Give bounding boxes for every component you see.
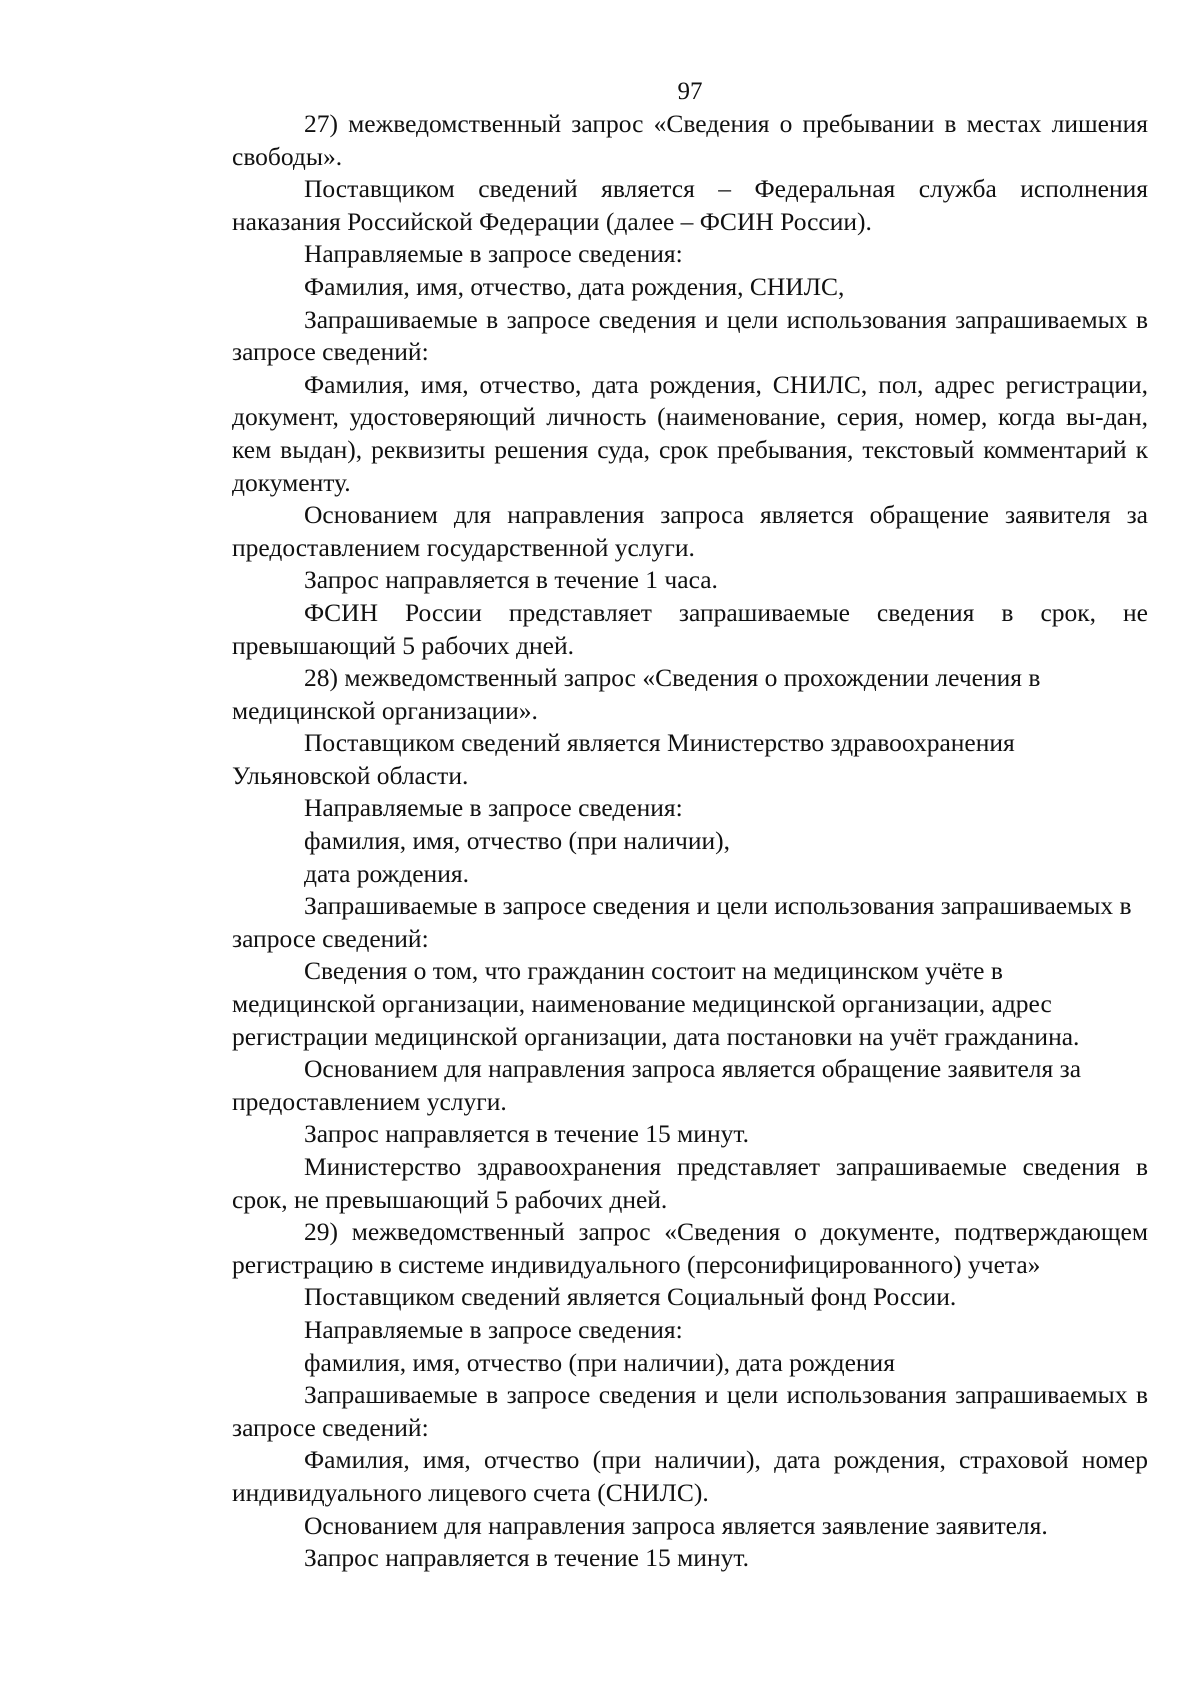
paragraph-timing: Запрос направляется в течение 15 минут.	[304, 1543, 749, 1573]
document-page	[232, 78, 1148, 1575]
paragraph-sent-data: фамилия, имя, отчество (при наличии),	[304, 826, 730, 856]
paragraph-response-term: ФСИН России представляет запрашиваемые сведения в срок, не превышающий 5 рабочих дней.	[232, 597, 1148, 660]
paragraph-requested-data-heading: Запрашиваемые в запросе сведения и цели использования запрашиваемых в запросе сведений:	[232, 304, 1148, 367]
paragraph-basis: Основанием для направления запроса является обращение заявителя за предоставлением услуги.	[232, 1054, 1082, 1116]
paragraph-provider: Поставщиком сведений является – Федеральная служба исполнения наказания Российской Федерации (далее – ФСИН России).	[232, 174, 1148, 236]
paragraph-basis: Основанием для направления запроса является обращение заявителя за предоставлением государственной услуги.	[232, 500, 1148, 562]
paragraph-sent-data-heading: Направляемые в запросе сведения:	[304, 793, 683, 823]
paragraph-provider: Поставщиком сведений является Социальный фонд России.	[304, 1282, 957, 1312]
paragraph-sent-data: дата рождения.	[304, 858, 469, 888]
paragraph-requested-data-heading: Запрашиваемые в запросе сведения и цели использования запрашиваемых в запросе сведений:	[232, 891, 1132, 953]
paragraph-timing: Запрос направляется в течение 1 часа.	[304, 565, 718, 595]
paragraph-sent-data: фамилия, имя, отчество (при наличии), дата рождения	[304, 1347, 895, 1377]
page-number: 97	[677, 78, 703, 105]
document-body	[232, 108, 1148, 1575]
paragraph-requested-data: Сведения о том, что гражданин состоит на медицинском учёте в медицинской организации, наименование медицинской организации, адрес регистрации медицинской организации, дата постановки на учёт гражданина.	[232, 956, 1080, 1051]
paragraph-requested-data: Фамилия, имя, отчество (при наличии), дата рождения, страховой номер индивидуального лицевого счета (СНИЛС).	[232, 1445, 1148, 1507]
paragraph-sent-data-heading: Направляемые в запросе сведения:	[304, 239, 683, 269]
paragraph-provider: Поставщиком сведений является Министерство здравоохранения Ульяновской области.	[232, 728, 1015, 790]
paragraph-item-27-title: 27) межведомственный запрос «Сведения о пребывании в местах лишения свободы».	[232, 109, 1148, 171]
paragraph-basis: Основанием для направления запроса является заявление заявителя.	[304, 1510, 1048, 1540]
paragraph-requested-data-heading: Запрашиваемые в запросе сведения и цели использования запрашиваемых в запросе сведений:	[232, 1380, 1148, 1442]
paragraph-sent-data: Фамилия, имя, отчество, дата рождения, СНИЛС,	[304, 271, 845, 301]
paragraph-response-term: Министерство здравоохранения представляет запрашиваемые сведения в срок, не превышающий 5 рабочих дней.	[232, 1152, 1148, 1214]
paragraph-requested-data: Фамилия, имя, отчество, дата рождения, СНИЛС, пол, адрес регистрации, документ, удостоверяющий личность (наименование, серия, номер, когда вы-дан, кем выдан), реквизиты решения суда, срок пребывания, текстовый комментарий к документу.	[232, 369, 1148, 497]
paragraph-item-29-title: 29) межведомственный запрос «Сведения о документе, подтверждающем регистрацию в системе индивидуального (персонифицированного) учета»	[232, 1217, 1148, 1279]
paragraph-timing: Запрос направляется в течение 15 минут.	[304, 1119, 749, 1149]
paragraph-sent-data-heading: Направляемые в запросе сведения:	[304, 1314, 683, 1344]
paragraph-item-28-title: 28) межведомственный запрос «Сведения о прохождении лечения в медицинской организации».	[232, 663, 1041, 725]
